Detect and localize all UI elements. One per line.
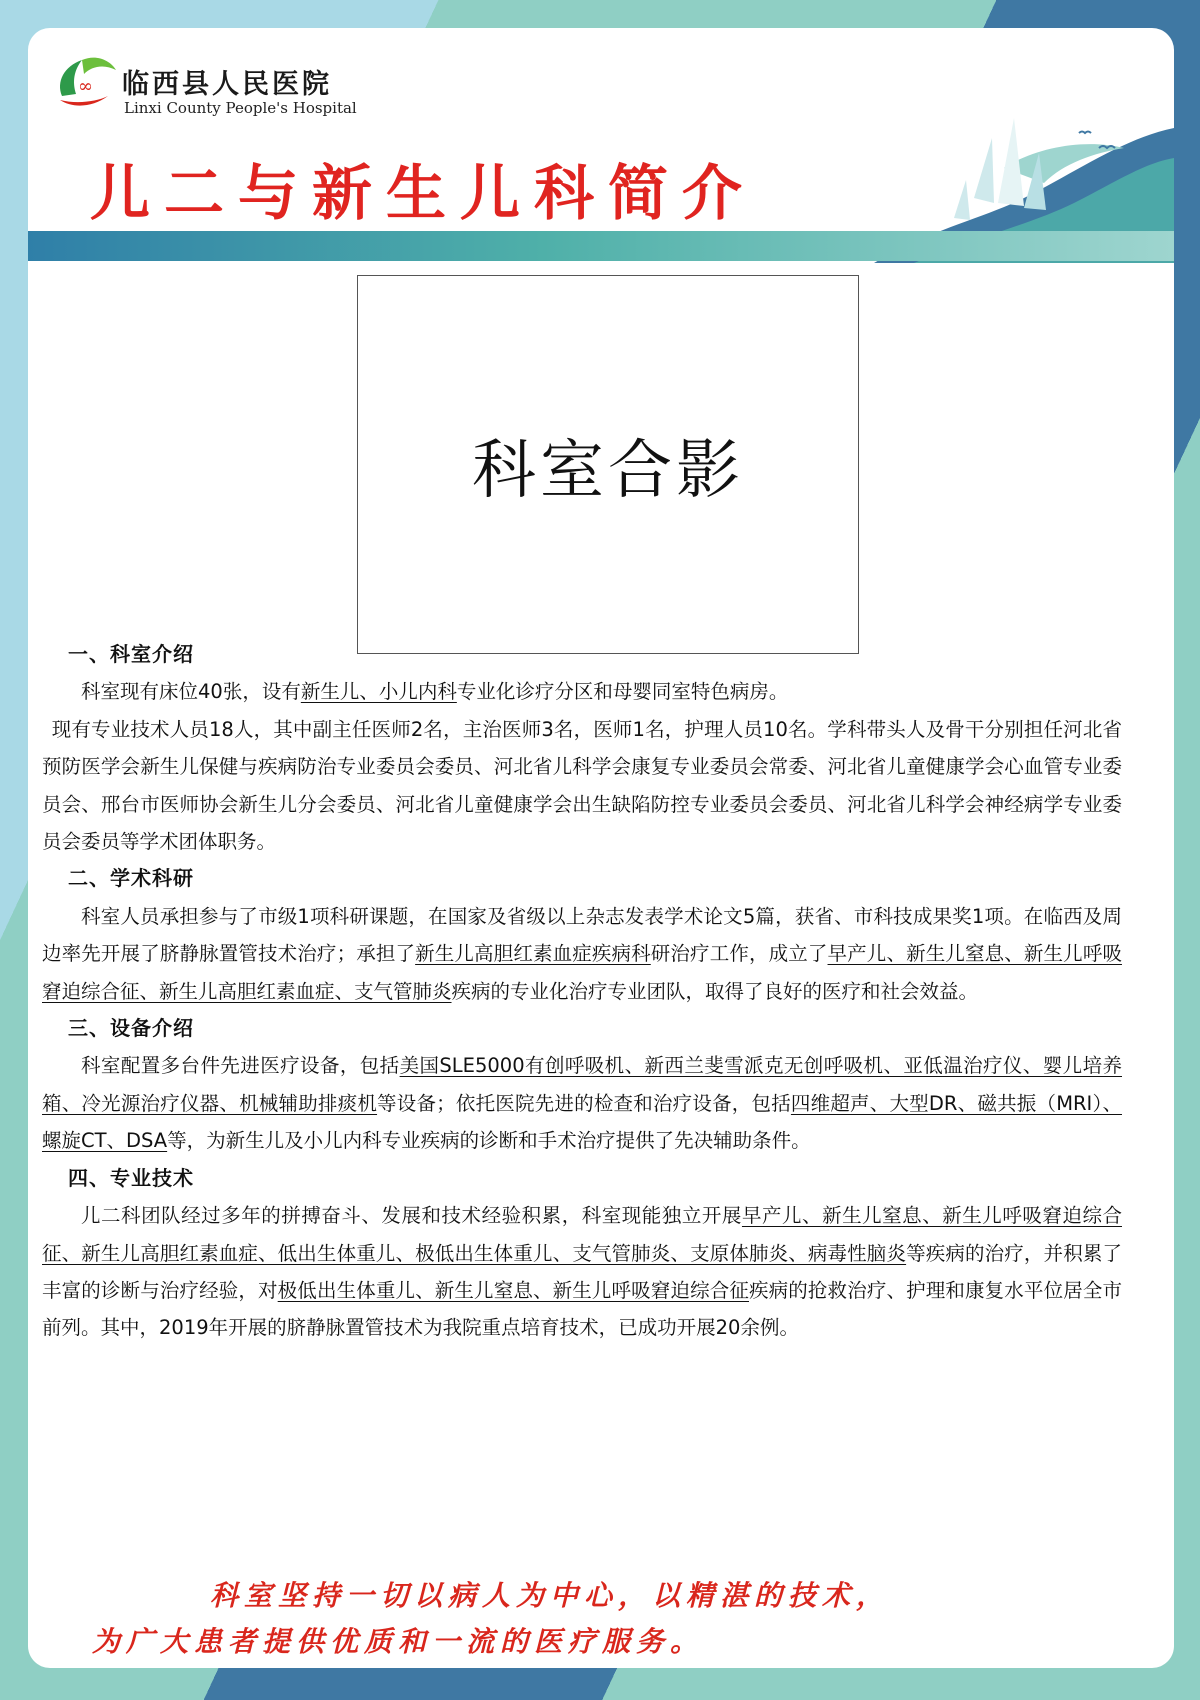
section-heading: 三、设备介绍	[68, 1016, 194, 1041]
section-heading: 一、科室介绍	[68, 642, 194, 666]
section-paragraph: 科室配置多台件先进医疗设备，包括美国SLE5000有创呼吸机、新西兰斐雪派克无创呼吸机、亚低温治疗仪、婴儿培养箱、冷光源治疗仪器、机械辅助排痰机等设备；依托医院先进的检查和治疗设备，包括四维超声、大型DR、磁共振（MRI）、螺旋CT、DSA等，为新生儿及小儿内科专业疾病的诊断和手术治疗提供了先决辅助条件。	[42, 1054, 1122, 1153]
underlined-term: 极低出生体重儿、新生儿窒息、新生儿呼吸窘迫综合征	[277, 1278, 749, 1302]
hospital-name-cn: 临西县人民医院	[122, 69, 332, 100]
slogan-line-1: 科室坚持一切以病人为中心，以精湛的技术，	[210, 1579, 891, 1612]
department-content	[42, 636, 1122, 1347]
underlined-term: 新生儿、小儿内科	[300, 680, 457, 704]
svg-text:∞: ∞	[78, 76, 93, 97]
section-paragraph: 科室人员承担参与了市级1项科研课题，在国家及省级以上杂志发表学术论文5篇，获省、市科技成果奖1项。在临西及周边率先开展了脐静脉置管技术治疗；承担了新生儿高胆红素血症疾病科研治疗工作，成立了早产儿、新生儿窒息、新生儿呼吸窘迫综合征、新生儿高胆红素血症、支气管肺炎疾病的专业化治疗专业团队，取得了良好的医疗和社会效益。	[42, 904, 1122, 1003]
underlined-term: 新生儿高胆红素血症疾病科	[415, 942, 651, 966]
section-heading: 四、专业技术	[68, 1165, 194, 1190]
underlined-term: 美国SLE5000有创呼吸机、新西兰斐雪派克无创呼吸机、亚低温治疗仪、婴儿培养箱、冷光源治疗仪器、机械辅助排痰机	[42, 1054, 1122, 1115]
underlined-term: 早产儿、新生儿窒息、新生儿呼吸窘迫综合征、新生儿高胆红素血症、低出生体重儿、极低出生体重儿、支气管肺炎、支原体肺炎、病毒性脑炎	[42, 1204, 1122, 1265]
underlined-term: 早产儿、新生儿窒息、新生儿呼吸窘迫综合征、新生儿高胆红素血症、支气管肺炎	[42, 942, 1122, 1003]
hospital-logo-icon	[52, 52, 120, 112]
photo-placeholder	[357, 275, 859, 654]
slogan-line-2: 为广大患者提供优质和一流的医疗服务。	[92, 1625, 705, 1658]
underlined-term: 四维超声、大型DR、磁共振（MRI）、螺旋CT、DSA	[42, 1091, 1122, 1153]
page-title: 儿二与新生儿科简介	[90, 159, 756, 229]
section-heading: 二、学术科研	[68, 866, 194, 891]
title-divider-band	[28, 231, 1174, 261]
hospital-name-en: Linxi County People's Hospital	[124, 99, 357, 117]
photo-label: 科室合影	[472, 433, 744, 508]
section-paragraph: 现有专业技术人员18人，其中副主任医师2名，主治医师3名，医师1名，护理人员10名。学科带头人及骨干分别担任河北省预防医学会新生儿保健与疾病防治专业委员会委员、河北省儿科学会康复专业委员会常委、河北省儿童健康学会心血管专业委员会、邢台市医师协会新生儿分会委员、河北省儿童健康学会出生缺陷防控专业委员会委员、河北省儿科学会神经病学专业委员会委员等学术团体职务。	[42, 717, 1122, 854]
section-paragraph: 儿二科团队经过多年的拼搏奋斗、发展和技术经验积累，科室现能独立开展早产儿、新生儿窒息、新生儿呼吸窘迫综合征、新生儿高胆红素血症、低出生体重儿、极低出生体重儿、支气管肺炎、支原体肺炎、病毒性脑炎等疾病的治疗，并积累了丰富的诊断与治疗经验，对极低出生体重儿、新生儿窒息、新生儿呼吸窘迫综合征疾病的抢救治疗、护理和康复水平位居全市前列。其中，2019年开展的脐静脉置管技术为我院重点培育技术，已成功开展20余例。	[42, 1204, 1122, 1340]
section-paragraph: 科室现有床位40张，设有新生儿、小儿内科专业化诊疗分区和母婴同室特色病房。	[81, 680, 789, 704]
